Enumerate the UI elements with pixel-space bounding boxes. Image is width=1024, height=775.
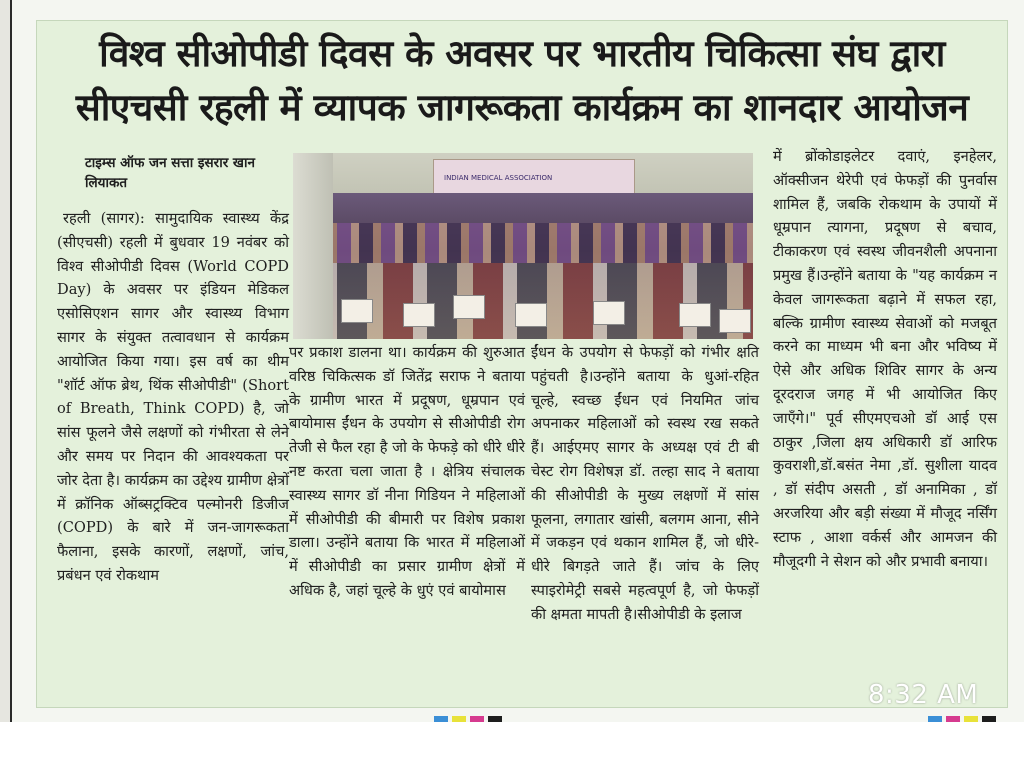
- awareness-card: [593, 301, 625, 325]
- status-time: 8:32 AM: [868, 680, 979, 710]
- awareness-card: [341, 299, 373, 323]
- headline-line-1: विश्व सीओपीडी दिवस के अवसर पर भारतीय चिकित्सा संघ द्वारा: [99, 32, 945, 75]
- awareness-card: [403, 303, 435, 327]
- print-color-strip-cyan-right: [928, 716, 942, 722]
- byline: टाइम्स ऑफ जन सत्ता इसरार खान लियाकत: [85, 155, 255, 191]
- left-page-edge: [0, 0, 12, 722]
- print-color-strip-yellow-right: [964, 716, 978, 722]
- column-1-text: रहली (सागर): सामुदायिक स्वास्थ्य केंद्र (सीएचसी) रहली में बुधवार 19 नवंबर को विश्व सीओपीडी दिवस (World COPD Day) के अवसर पर इंडियन मेडिकल एसोसिएशन सागर और स्वास्थ्य विभाग सागर के संयुक्त तत्वावधान से कार्यक्रम आयोजित किया गया। इस वर्ष का थीम "शॉर्ट ऑफ ब्रेथ, थिंक सीओपीडी" (Short of Breath, Think COPD) है, जो सांस फूलने जैसे लक्षणों को गंभीरता से लेने और समय पर निदान की आवश्यकता पर जोर देता है। कार्यक्रम का उद्देश्य ग्रामीण क्षेत्रों में क्रॉनिक ऑब्सट्रक्टिव पल्मोनरी डिजीज (COPD) के बारे में जन-जागरूकता फैलाना, इसके कारणों, लक्षणों, जांच, प्रबंधन एवं रोकथाम: [57, 210, 289, 584]
- article-column-3: ईंधन के उपयोग से फेफड़ों को गंभीर क्षति पहुंचती है।उन्होंने बताया के धुआं-रहित चूल्हे, स्वच्छ ईंधन एवं नियमित जांच अपनाकर महिलाओं को स्वस्थ रख सकते हैं। आईएमए सागर के अध्यक्ष एवं टी बी चेस्ट रोग विशेषज्ञ डॉ. तल्हा साद ने बताया की सीओपीडी के मुख्य लक्षणों में सांस फूलना, लगातार खांसी, बलगम आना, सीने में जकड़न एवं थकान शामिल हैं, जो धीरे-धीरे बिगड़ते जाते हैं। जांच के लिए स्पाइरोमेट्री सबसे महत्वपूर्ण है, जो फेफड़ों की क्षमता मापती है।सीओपीडी के इलाज: [531, 344, 759, 623]
- awareness-card: [719, 309, 751, 333]
- awareness-card: [453, 295, 485, 319]
- headline-line-2: सीएचसी रहली में व्यापक जागरूकता कार्यक्रम का शानदार आयोजन: [75, 86, 969, 129]
- print-color-strip-black: [488, 716, 502, 722]
- photo-back-row: [293, 223, 753, 263]
- photo-banner-text: INDIAN MEDICAL ASSOCIATION: [444, 174, 553, 182]
- article-column-2: पर प्रकाश डालना था। कार्यक्रम की शुरुआत वरिष्ठ चिकित्सक डॉ जितेंद्र सराफ ने बताया के ग्रामीण भारत में प्रदूषण, धूम्रपान एवं बायोमास ईंधन के उपयोग से सीओपीडी रोग तेजी से फैल रहा है जो के फेफड़े को धीरे धीरे नष्ट करता चला जाता है । क्षेत्रिय संचालक स्वास्थ्य सागर डॉ नीना गिडियन ने महिलाओं में सीओपीडी की बीमारी पर विशेष प्रकाश डाला। उन्होंने बताया कि भारत में महिलाओं में सीओपीडी का प्रसार ग्रामीण क्षेत्रों में अधिक है, जहां चूल्हे के धुएं एवं बायोमास: [289, 344, 525, 599]
- article-column-1: [57, 153, 289, 588]
- awareness-card: [515, 303, 547, 327]
- photo-pillar: [293, 153, 333, 339]
- article-column-4: में ब्रोंकोडाइलेटर दवाएं, इनहेलर, ऑक्सीजन थेरेपी एवं फेफड़ों की पुनर्वास शामिल हैं, जबकि रोकथाम के उपायों में धूम्रपान त्यागना, प्रदूषण से बचाव, टीकाकरण एवं स्वस्थ जीवनशैली अपनाना प्रमुख हैं।उन्होंने बताया के "यह कार्यक्रम न केवल जागरूकता बढ़ाने में सफल रहा, बल्कि ग्रामीण स्वास्थ्य सेवाओं को मजबूत करने का माध्यम भी बना और भविष्य में ऐसे और अधिक शिविर सागर के अन्य दूरदराज जगह में भी आयोजित किए जाएँगे।" पूर्व सीएमएचओ डॉ आई एस ठाकुर ,जिला क्षय अधिकारी डॉ आरिफ कुवराशी,डॉ.बसंत नेमा ,डॉ. सुशीला यादव , डॉ संदीप असती , डॉ अनामिका , डॉ अरजरिया और बड़ी संख्या में मौजूद नर्सिंग स्टाफ , आशा वर्कर्स और आमजन की मौजूदगी ने सेशन को और प्रभावी बनाया।: [773, 148, 997, 570]
- print-color-strip-magenta-right: [946, 716, 960, 722]
- awareness-card: [679, 303, 711, 327]
- print-color-strip-cyan: [434, 716, 448, 722]
- event-photo: [293, 153, 753, 339]
- print-color-strip-magenta: [470, 716, 484, 722]
- newspaper-clipping: [36, 20, 1008, 708]
- print-color-strip-yellow: [452, 716, 466, 722]
- headline: [37, 27, 1007, 135]
- print-color-strip-black-right: [982, 716, 996, 722]
